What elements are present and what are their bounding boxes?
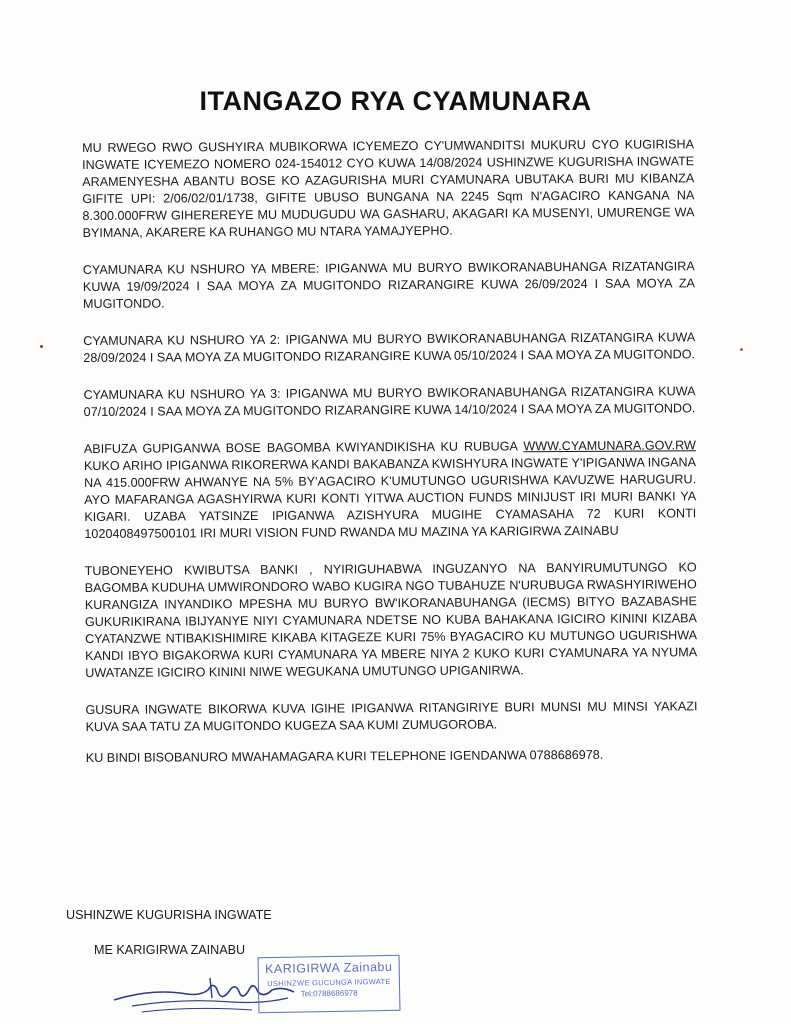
- registration-paragraph: [84, 437, 697, 543]
- signoff-name: ME KARIGIRWA ZAINABU: [94, 943, 246, 957]
- paper-speck: [740, 348, 743, 351]
- cyamunara-link[interactable]: WWW.CYAMUNARA.GOV.RW: [523, 438, 696, 454]
- signoff-role: USHINZWE KUGURISHA INGWATE: [66, 908, 272, 922]
- contact-paragraph: KU BINDI BISOBANURO MWAHAMAGARA KURI TELEPHONE IGENDANWA 0788686978.: [85, 747, 604, 765]
- notice-title: ITANGAZO RYA CYAMUNARA: [199, 86, 592, 116]
- stamp-role: USHINZWE GUCUNGA INGWATE: [267, 976, 391, 989]
- second-auction-paragraph: CYAMUNARA KU NSHURO YA 2: IPIGANWA MU BURYO BWIKORANABUHANGA RIZATANGIRA KUWA 28/09/2024 I SAA MOYA ZA MUGITONDO RIZARANGIRE KUWA 05/10/2024 I SAA MOYA ZA MUGITONDO.: [83, 330, 696, 365]
- registration-text-before: ABIFUZA GUPIGANWA BOSE BAGOMBA KWIYANDIKISHA KU RUBUGA: [83, 439, 518, 456]
- reminder-paragraph: TUBONEYEHO KWIBUTSA BANKI , NYIRIGUHABWA INGUZANYO NA BANYIRUMUTUNGO KO BAGOMBA KUDUHA UMWIRONDORO WABO KUGIRA NGO TUBAHUZE N'URUBUGA RWASHYIRIWEHO KURANGIZA INYANDIKO MPESHA MU BURYO BW'IKORANABUHANGA (IECMS) BITYO BAZABASHE GUKURIKIRANA IBIJYANYE NIYI CYAMUNARA NDETSE NO KUBA BAHAKANA IGICIRO KININI KIZABA CYATANZWE NTIBAKISHIMIRE KIKABA KITAGEZE KURI 75% BYAGACIRO KU MUTUNGO UGURISHWA KANDI IBYO BIGAKORWA KURI CYAMUNARA YA MBERE NIYA 2 KUKO KURI CYAMUNARA YA NYUMA UWATANZE IGICIRO KININI NIWE WEGUKANA UMUTUNGO UPIGANIRWA.: [84, 560, 698, 680]
- notice-body: [82, 136, 698, 787]
- intro-paragraph: MU RWEGO RWO GUSHYIRA MUBIKORWA ICYEMEZO CY'UMWANDITSI MUKURU CYO KUGIRISHA INGWATE ICYEMEZO NOMERO 024-154012 CYO KUWA 14/08/2024 USHINZWE KUGURISHA INGWATE ARAMENYESHA ABANTU BOSE KO AZAGURISHA MURI CYAMUNARA UBUTAKA BURI MU KIBANZA GIFITE UPI: 2/06/02/01/1738, GIFITE UBUSO BUNGANA NA 2245 Sqm N'AGACIRO KANGANA NA 8.300.000FRW GIHEREREYE MU MUDUGUDU WA GASHARU, AKAGARI KA MUSENYI, UMURENGE WA BYIMANA, AKARERE KA RUHANGO MU NTARA YAMAJYEPHO.: [82, 137, 695, 240]
- registration-text-after: KUKO ARIHO IPIGANWA RIKORERWA KANDI BAKABANZA KWISHYURA INGWATE Y'IPIGANWA INGANA NA 415.000FRW AHWANYE NA 5% BY'AGACIRO K'UMUTUNGO UGURISHWA KAVUZWE HARUGURU. AYO MAFARANGA AGASHYIRWA KURI KONTI YITWA AUCTION FUNDS MINIJUST IRI MURI BANKI YA KIGARI. UZABA YATSINZE IPIGANWA AZISHYURA MUGIHE CYAMASAHA 72 KURI KONTI 1020408497500101 IRI MURI VISION FUND RWANDA MU MAZINA YA KARIGIRWA ZAINABU: [83, 455, 697, 541]
- paper-speck: [40, 345, 43, 348]
- third-auction-paragraph: CYAMUNARA KU NSHURO YA 3: IPIGANWA MU BURYO BWIKORANABUHANGA RIZATANGIRA KUWA 07/10/2024 I SAA MOYA ZA MUGITONDO RIZARANGIRE KUWA 14/10/2024 I SAA MOYA ZA MUGITONDO.: [83, 384, 696, 419]
- stamp-tel: Tel:0788686978: [300, 988, 358, 999]
- stamp-name: KARIGIRWA Zainabu: [264, 959, 393, 977]
- visit-paragraph: GUSURA INGWATE BIKORWA KUVA IGIHE IPIGANWA RITANGIRIYE BURI MUNSI MU MINSI YAKAZI KUVA SAA TATU ZA MUGITONDO KUGEZA SAA KUMI ZUMUGOROBA.: [85, 699, 698, 734]
- official-stamp: [258, 955, 401, 1013]
- first-auction-paragraph: CYAMUNARA KU NSHURO YA MBERE: IPIGANWA MU BURYO BWIKORANABUHANGA RIZATANGIRA KUWA 19/09/2024 I SAA MOYA ZA MUGITONDO RIZARANGIRE KUWA 26/09/2024 I SAA MOYA ZA MUGITONDO.: [82, 259, 695, 311]
